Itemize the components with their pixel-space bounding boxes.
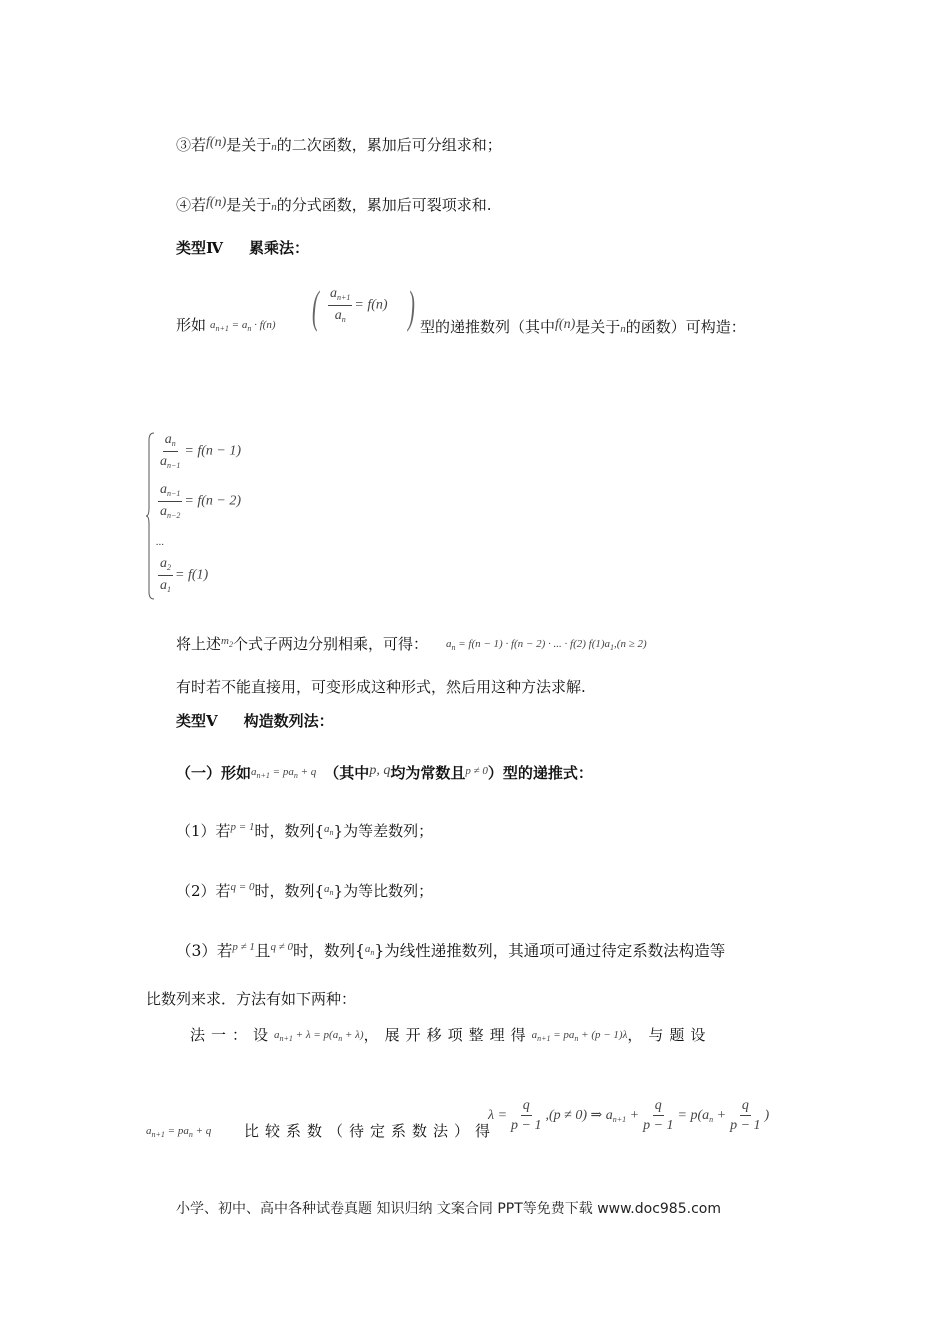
math-seq: an — [324, 883, 334, 897]
math-product: $a_n = f(n - 1) \cdot f(n - 2)$ · ... · f(2) $f(1)a_1,(n \ge 2)$ — [445, 638, 647, 652]
page-footer: 小学、初中、高中各种试卷真题 知识归纳 文案合同 PPT等免费下载 www.doc985.com — [176, 1201, 721, 1217]
method-1-line — [190, 1028, 711, 1043]
paren-right: ) — [408, 281, 415, 332]
item-text: 时，数列{ — [292, 942, 365, 960]
math-seq: an — [364, 943, 375, 957]
item-text: 比较系数（待定系数法）得 — [244, 1122, 497, 1140]
item-text: 是关于 — [226, 196, 272, 214]
math-fn: f(n) — [206, 195, 227, 210]
math-count: m2 — [221, 635, 233, 649]
math-expanded: $a_{n+1} = pa_n + (p - 1)\lambda$ — [531, 1029, 628, 1043]
math-var: n — [271, 201, 277, 213]
system-row-4: $\frac{a_2}{a_1}$ = f(1) — [160, 556, 209, 594]
math-var: n — [271, 141, 277, 153]
math-cond: p = 1 — [230, 821, 255, 833]
equation-system — [146, 432, 306, 600]
item-text: 个式子两边分别相乘，可得： — [232, 635, 428, 653]
type-label: 类型Ⅳ — [176, 239, 224, 257]
type4-heading — [176, 241, 309, 256]
math-cond: p ≠ 1 — [232, 941, 255, 953]
item-text: ，与题设 — [627, 1026, 712, 1044]
item-text: }为线性递推数列，其通项可通过待定系数法构造等 — [374, 942, 726, 960]
form-rest: 型的递推数列（其中f(n)是关于n的函数）可构造： — [420, 317, 746, 336]
system-row-1: $\frac{a_n}{a_{n-1}}$ = f(n − 1) — [160, 432, 242, 470]
item-text: ）型的递推式： — [487, 764, 593, 782]
type5-heading — [176, 714, 334, 729]
math-fn: f(n) — [206, 135, 227, 150]
item-text: （一）形如 — [176, 764, 252, 782]
math-result: λ = $\frac{q}{p - 1}$ ,(p ≠ 0) ⇒ $a_{n+1}$ + $\frac{q}{p - 1}$ = $p(a_n$ + $\frac{q}{p - 1}$ ) — [488, 1098, 770, 1134]
item-text: 法一：设 — [190, 1026, 275, 1044]
math-cond: q ≠ 0 — [270, 941, 293, 953]
item-text: 将上述 — [176, 635, 222, 653]
math-recurrence: $a_{n+1} = pa_n + q$ — [146, 1125, 212, 1139]
math-ratio: $\frac{a_{n+1}}{a_n}$ = f(n) — [330, 286, 388, 324]
item-text: 形如 — [176, 316, 207, 334]
paren-left: ( — [312, 281, 319, 332]
item-text: 的二次函数，累加后可分组求和； — [276, 136, 502, 154]
multiply-line — [176, 636, 647, 652]
item-text: 是关于 — [226, 136, 272, 154]
math-setup: $a_{n+1} + \lambda = p(a_n + \lambda)$ — [274, 1029, 364, 1043]
type-title: 构造数列法： — [243, 712, 334, 730]
item-text: 的分式函数，累加后可裂项求和. — [276, 196, 492, 214]
item-3-line — [176, 136, 502, 153]
item-text: （其中 — [324, 764, 370, 782]
math-var: p, q — [369, 763, 391, 778]
item-text: 均为常数且 — [390, 764, 466, 782]
item-4-line — [176, 196, 492, 213]
system-dots: ... — [156, 536, 165, 548]
math-seq: an — [324, 823, 334, 837]
item-text: }为等差数列； — [333, 822, 434, 840]
note-line: 有时若不能直接用，可变形成这种形式，然后用这种方法求解. — [176, 678, 586, 696]
item-text: ④若 — [176, 196, 207, 214]
math-cond: q = 0 — [230, 881, 255, 893]
item-text: 且 — [254, 942, 271, 960]
math-recurrence: $a_{n+1} = a_n \cdot f(n)$ — [210, 319, 276, 333]
math-cond: p ≠ 0 — [465, 765, 488, 777]
subsection-1-heading — [176, 764, 593, 781]
continuation-line: 比数列来求．方法有如下两种： — [146, 990, 357, 1008]
item-text: （3）若 — [176, 942, 233, 960]
item-text: （2）若 — [176, 882, 231, 900]
item-text: （1）若 — [176, 822, 231, 840]
case-3-line — [176, 942, 725, 960]
case-2-line — [176, 882, 433, 899]
item-text: }为等比数列； — [333, 882, 434, 900]
math-recurrence: an+1 = pan + q — [251, 766, 317, 780]
type-title: 累乘法： — [249, 239, 310, 257]
item-text: 时，数列{ — [254, 882, 325, 900]
case-1-line — [176, 822, 433, 839]
item-text: ，展开移项整理得 — [363, 1026, 532, 1044]
left-brace-icon — [146, 432, 156, 600]
system-row-2: $\frac{a_{n-1}}{a_{n-2}}$ = f(n − 2) — [160, 482, 242, 520]
type-label: 类型Ⅴ — [176, 712, 218, 730]
item-text: 时，数列{ — [254, 822, 325, 840]
item-text: ③若 — [176, 136, 207, 154]
